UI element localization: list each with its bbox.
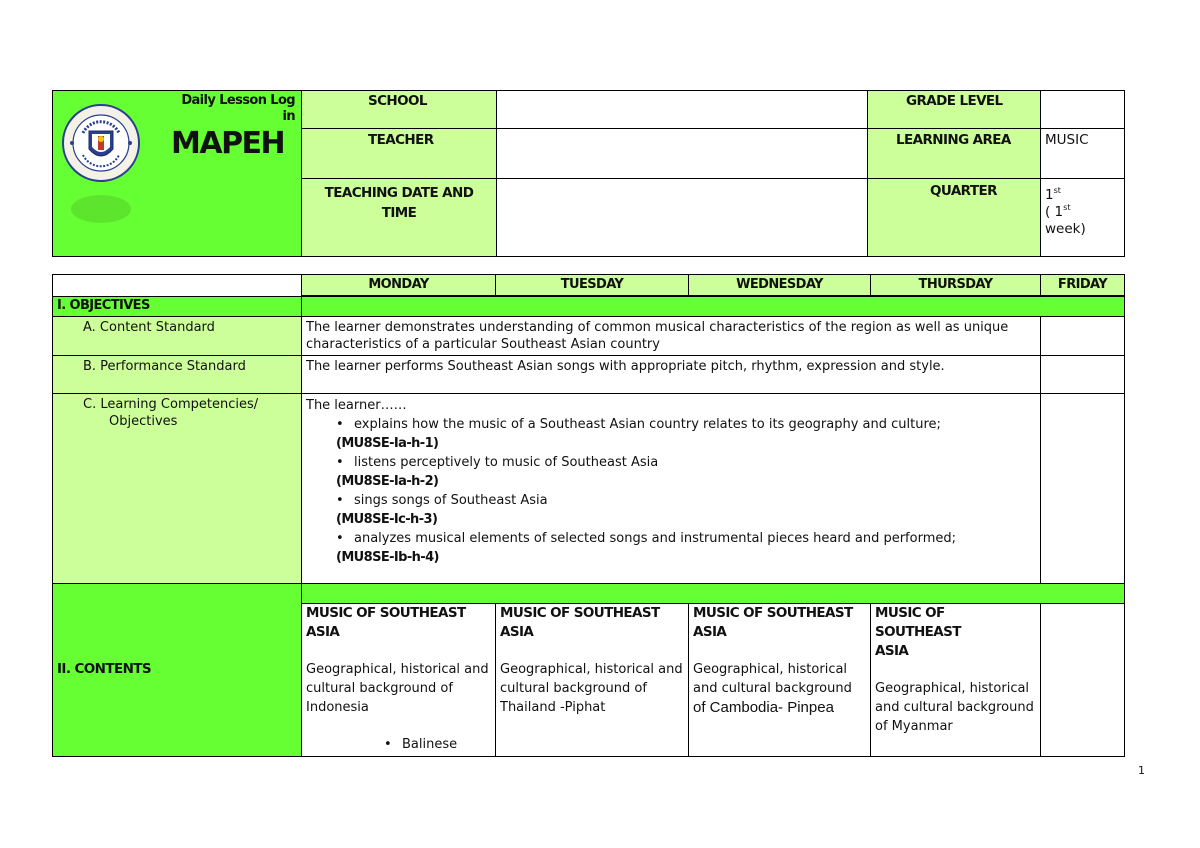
competency-item: • listens perceptively to music of Southeast Asia	[354, 453, 1036, 472]
day-header-tuesday: TUESDAY	[496, 275, 689, 297]
grade-level-value	[1041, 91, 1125, 129]
content-description: Geographical, historical and cultural background of Indonesia	[306, 661, 489, 715]
competency-item: • sings songs of Southeast Asia	[354, 491, 1036, 510]
contents-monday	[302, 603, 496, 756]
competency-item: • explains how the music of a Southeast Asian country relates to its geography and culture;	[354, 415, 1036, 434]
contents-friday	[1041, 603, 1125, 756]
page-number: 1	[1138, 764, 1145, 777]
competencies-list	[306, 529, 1036, 548]
performance-standard-friday	[1041, 355, 1125, 393]
school-label: SCHOOL	[302, 91, 497, 129]
day-header-friday: FRIDAY	[1041, 275, 1125, 297]
content-topic: MUSIC OF SOUTHEAST ASIA	[500, 604, 660, 640]
quarter-number: 1	[1045, 187, 1054, 203]
competencies-label-line1: C. Learning Competencies/	[83, 396, 259, 412]
contents-wednesday	[689, 603, 871, 756]
content-standard-label: A. Content Standard	[53, 316, 302, 355]
subject-title: MAPEH	[171, 126, 285, 161]
content-description: Geographical, historical and cultural background of Myanmar	[875, 680, 1034, 734]
week-close: week)	[1045, 221, 1086, 237]
contents-tuesday	[496, 603, 689, 756]
content-description: Geographical, historical and cultural background	[693, 661, 852, 696]
competency-code: (MU8SE-Ia-h-2)	[336, 473, 439, 489]
learning-area-label: LEARNING AREA	[868, 129, 1041, 179]
contents-thursday	[871, 603, 1041, 756]
competencies-label-line2: Objectives	[109, 413, 178, 429]
competencies-list	[306, 415, 1036, 434]
grade-level-label: GRADE LEVEL	[868, 91, 1041, 129]
content-description: Geographical, historical and cultural background of Thailand -Piphat	[500, 661, 683, 715]
quarter-sup: st	[1053, 186, 1061, 195]
teaching-date-label: TEACHING DATE AND TIME	[302, 179, 497, 257]
competency-code: (MU8SE-Ic-h-3)	[336, 511, 438, 527]
quarter-label: QUARTER	[868, 179, 1041, 257]
week-open: ( 1	[1045, 204, 1064, 220]
log-title: Daily Lesson Log in	[181, 93, 295, 124]
lesson-log-table	[52, 274, 1125, 757]
competencies-text	[302, 393, 1041, 583]
competencies-list	[306, 491, 1036, 510]
teaching-date-value	[497, 179, 868, 257]
quarter-value	[1041, 179, 1125, 257]
day-header-wednesday: WEDNESDAY	[689, 275, 871, 297]
learning-area-value: MUSIC	[1041, 129, 1125, 179]
competencies-friday	[1041, 393, 1125, 583]
competency-code: (MU8SE-Ia-h-1)	[336, 435, 439, 451]
objectives-heading-bar	[302, 296, 1125, 316]
competency-item: • analyzes musical elements of selected songs and instrumental pieces heard and performed;	[354, 529, 1036, 548]
competency-code: (MU8SE-Ib-h-4)	[336, 549, 439, 565]
corner-cell	[53, 275, 302, 297]
week-sup: st	[1063, 203, 1071, 212]
contents-heading-bar	[302, 583, 1125, 603]
content-bullets	[306, 735, 491, 754]
header-table	[52, 90, 1125, 257]
logo-shadow	[71, 195, 131, 223]
content-topic: MUSIC OF SOUTHEAST ASIA	[306, 604, 466, 640]
competencies-label	[53, 393, 302, 583]
teacher-value	[497, 129, 868, 179]
competencies-list	[306, 453, 1036, 472]
title-block	[53, 91, 302, 257]
day-header-thursday: THURSDAY	[871, 275, 1041, 297]
objectives-heading: I. OBJECTIVES	[53, 296, 302, 316]
school-value	[497, 91, 868, 129]
performance-standard-text: The learner performs Southeast Asian songs with appropriate pitch, rhythm, expression and style.	[302, 355, 1041, 393]
competencies-intro: The learner……	[306, 397, 407, 413]
content-standard-text: The learner demonstrates understanding of common musical characteristics of the region as well as unique characteristics of a particular Southeast Asian country	[302, 316, 1041, 355]
deped-seal-logo	[61, 103, 141, 185]
content-topic: MUSIC OF SOUTHEAST ASIA	[693, 604, 853, 640]
content-bullet-item: • Balinese	[402, 735, 491, 754]
contents-heading: II. CONTENTS	[53, 583, 302, 756]
teacher-label: TEACHER	[302, 129, 497, 179]
content-standard-friday	[1041, 316, 1125, 355]
day-header-monday: MONDAY	[302, 275, 496, 297]
content-topic: MUSIC OF SOUTHEAST ASIA	[875, 604, 961, 659]
performance-standard-label: B. Performance Standard	[53, 355, 302, 393]
content-description-emphasis: of Cambodia- Pinpea	[693, 698, 834, 716]
